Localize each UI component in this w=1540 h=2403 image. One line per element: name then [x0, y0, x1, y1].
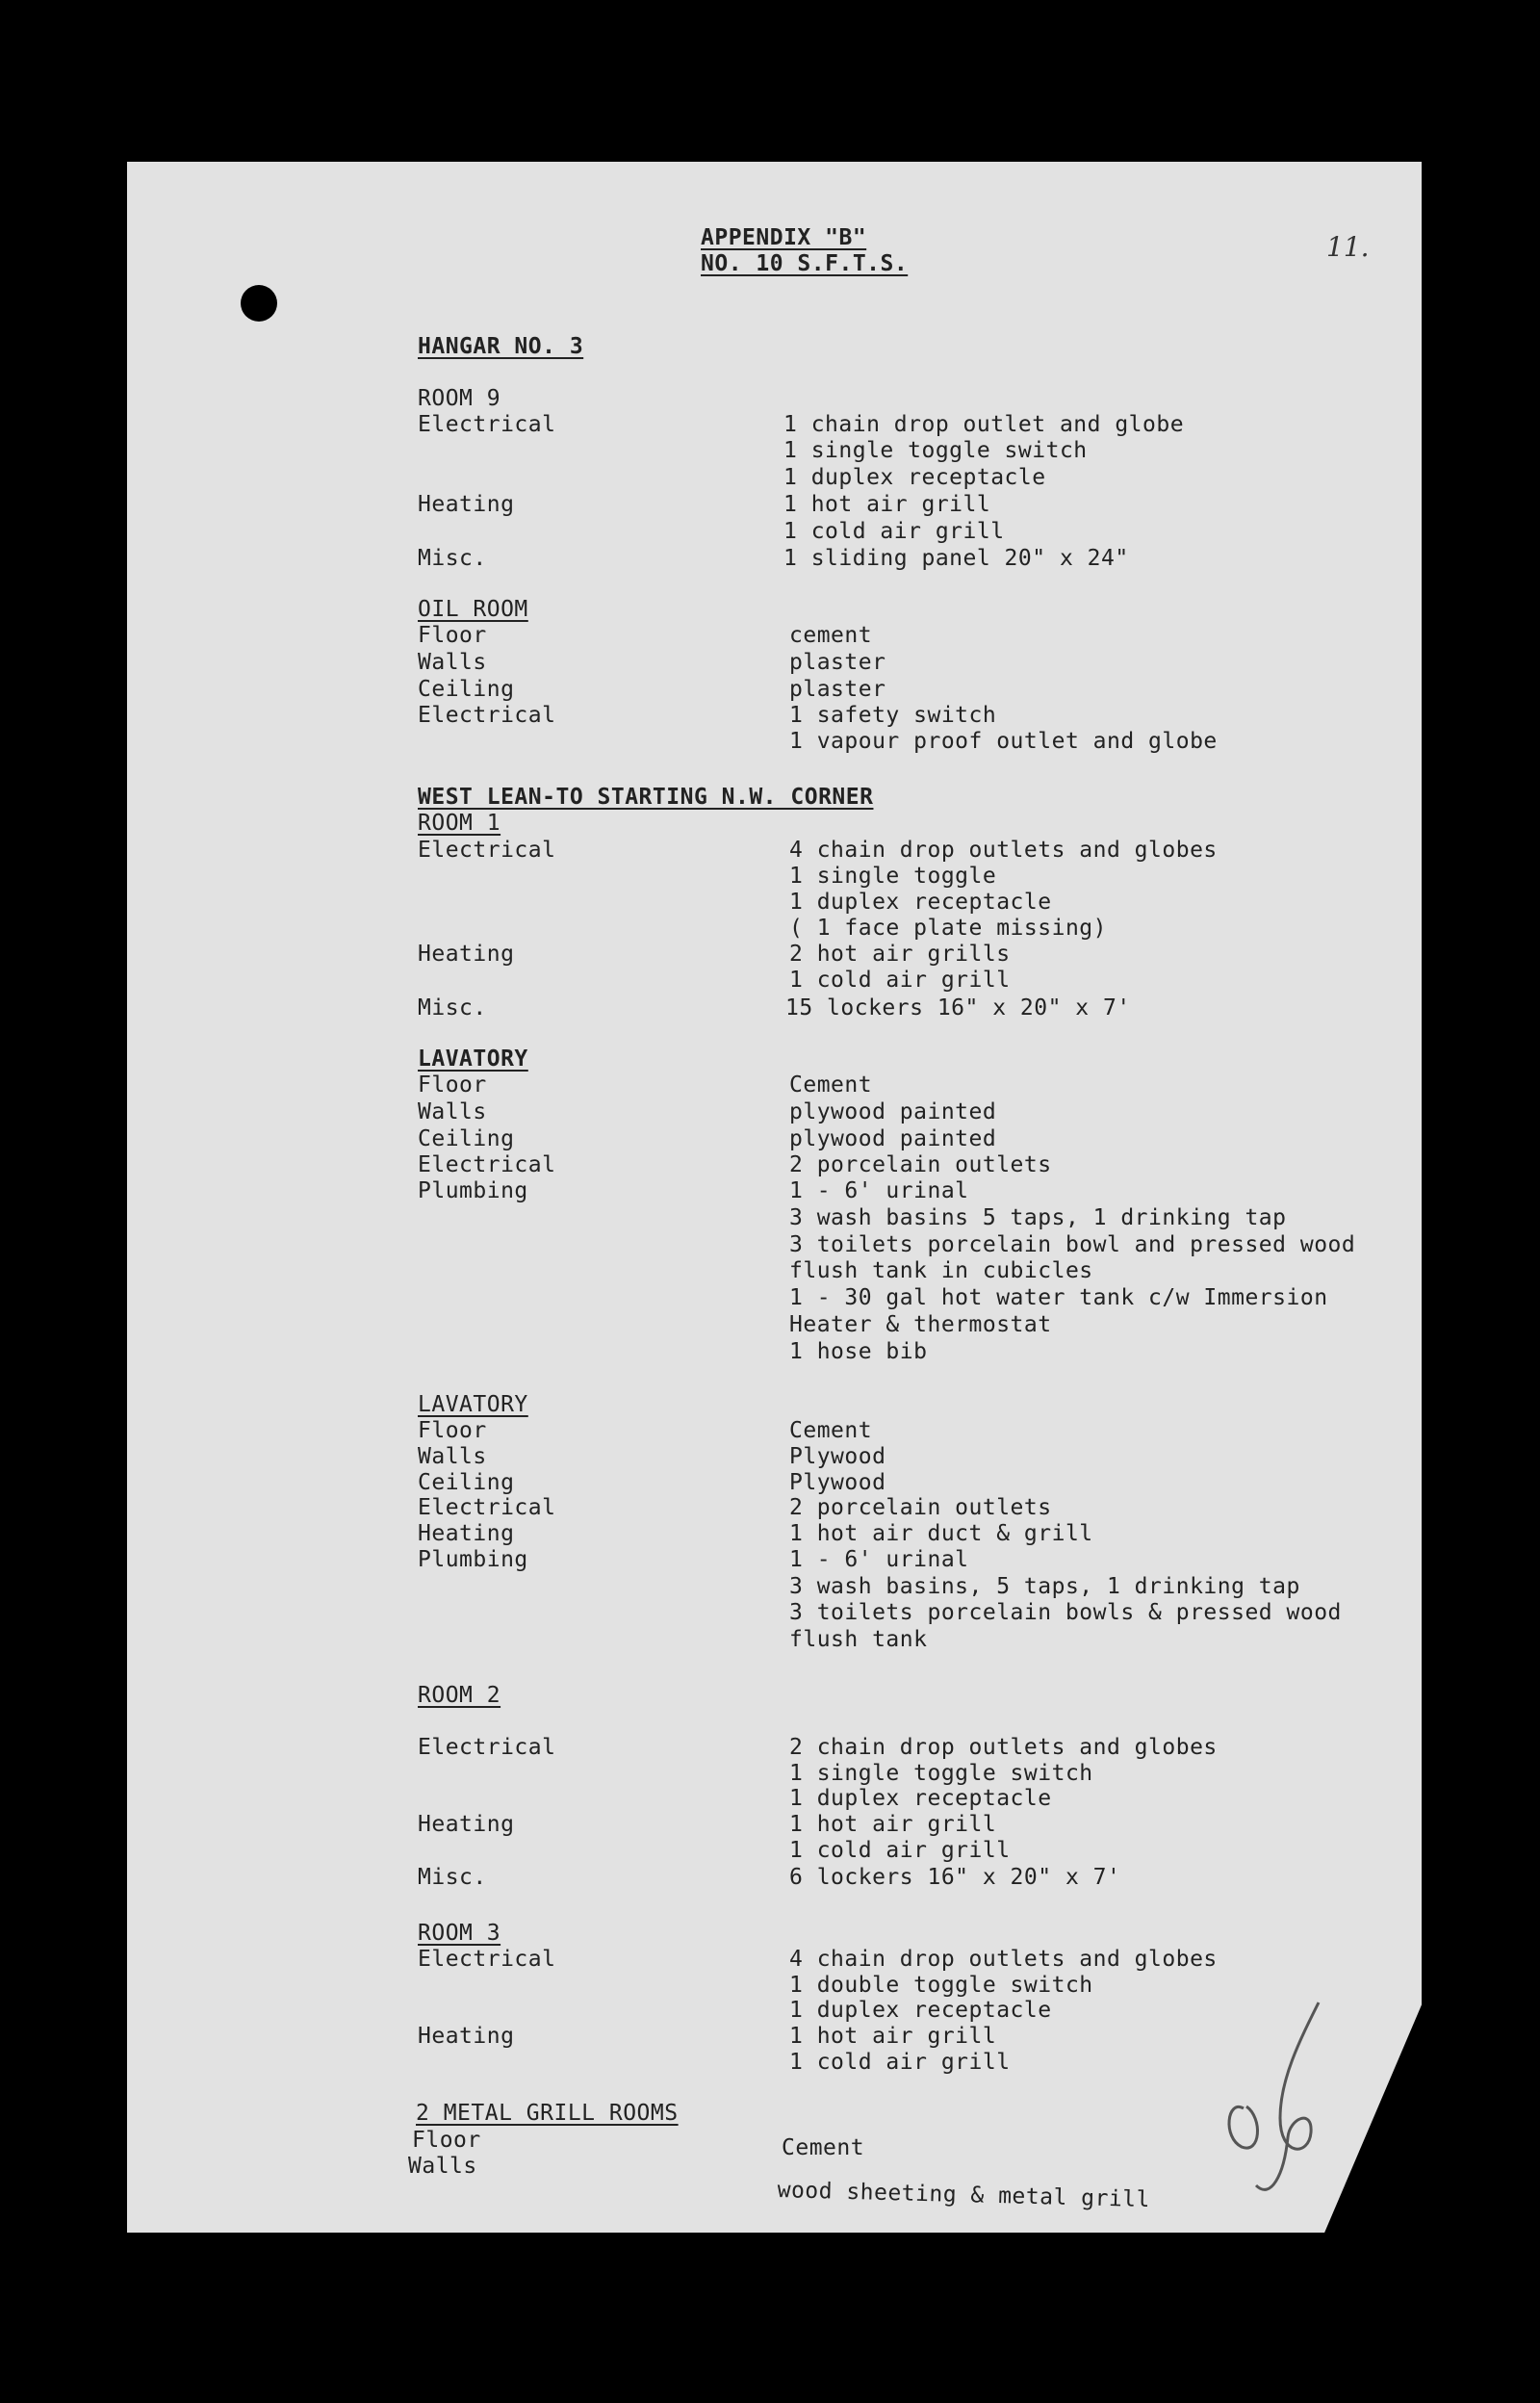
row-value: 1 hot air grill [789, 1812, 997, 1837]
row-value: 1 hot air grill [789, 2024, 997, 2049]
section-heading: HANGAR NO. 3 [418, 334, 584, 359]
row-value: 1 sliding panel 20" x 24" [783, 546, 1129, 571]
row-value: plaster [789, 677, 886, 702]
row-value: 1 cold air grill [783, 519, 1005, 544]
row-value: 3 toilets porcelain bowl and pressed wood [789, 1232, 1356, 1257]
row-label: Electrical [418, 1495, 556, 1520]
row-label: Heating [418, 1521, 515, 1546]
row-label: Misc. [418, 1865, 487, 1890]
row-value: 1 - 6' urinal [789, 1178, 969, 1203]
row-label: Walls [418, 1099, 487, 1124]
row-value: 1 hose bib [789, 1339, 928, 1364]
row-value: 3 wash basins 5 taps, 1 drinking tap [789, 1205, 1287, 1230]
appendix-title: APPENDIX "B" [701, 225, 867, 250]
row-value: Cement [789, 1418, 873, 1443]
row-label: Plumbing [418, 1547, 528, 1572]
section-heading: OIL ROOM [418, 597, 528, 622]
row-value: 1 duplex receptacle [789, 1786, 1052, 1811]
row-label: Ceiling [418, 1470, 515, 1495]
row-value: Cement [782, 2135, 865, 2160]
row-value: 6 lockers 16" x 20" x 7' [789, 1865, 1121, 1890]
punch-hole [241, 285, 277, 322]
row-label: Heating [418, 1812, 515, 1837]
row-label: Ceiling [418, 677, 515, 702]
row-value: 1 - 6' urinal [789, 1547, 969, 1572]
row-value: 1 hot air grill [783, 492, 991, 517]
handwritten-initials [1222, 1993, 1348, 2205]
row-value: 15 lockers 16" x 20" x 7' [785, 995, 1131, 1021]
row-label: Electrical [418, 412, 556, 437]
row-label: Heating [418, 942, 515, 967]
row-value: Plywood [789, 1444, 886, 1469]
row-value: 4 chain drop outlets and globes [789, 1947, 1218, 1972]
row-value: Heater & thermostat [789, 1312, 1052, 1337]
row-value: 4 chain drop outlets and globes [789, 838, 1218, 863]
row-label: Heating [418, 492, 515, 517]
row-value: 2 porcelain outlets [789, 1152, 1052, 1177]
row-value: 1 cold air grill [789, 2050, 1011, 2075]
section-heading: 2 METAL GRILL ROOMS [416, 2101, 679, 2126]
row-label: Electrical [418, 838, 556, 863]
row-label: Floor [418, 1072, 487, 1098]
row-label: Misc. [418, 546, 487, 571]
room-heading: ROOM 9 [418, 386, 501, 411]
row-value: flush tank in cubicles [789, 1258, 1093, 1283]
row-value: 1 single toggle switch [783, 438, 1088, 463]
row-value: plywood painted [789, 1126, 997, 1151]
row-label: Electrical [418, 1152, 556, 1177]
row-value: 1 single toggle switch [789, 1761, 1093, 1786]
row-label: Floor [412, 2128, 481, 2153]
row-value: 3 toilets porcelain bowls & pressed wood [789, 1600, 1342, 1625]
room-heading: ROOM 1 [418, 811, 501, 836]
row-value: 1 duplex receptacle [789, 890, 1052, 915]
row-value: 1 chain drop outlet and globe [783, 412, 1185, 437]
row-label: Ceiling [418, 1126, 515, 1151]
row-label: Floor [418, 1418, 487, 1443]
appendix-subtitle: NO. 10 S.F.T.S. [701, 251, 909, 276]
room-heading: ROOM 2 [418, 1683, 501, 1708]
row-label: Plumbing [418, 1178, 528, 1203]
row-label: Electrical [418, 1735, 556, 1760]
row-value: 1 vapour proof outlet and globe [789, 729, 1218, 754]
row-value: 1 - 30 gal hot water tank c/w Immersion [789, 1285, 1328, 1310]
page-number: 11. [1326, 231, 1370, 263]
row-value: 1 duplex receptacle [783, 465, 1046, 490]
row-label: Walls [408, 2154, 477, 2179]
row-value: 1 safety switch [789, 703, 997, 728]
row-label: Walls [418, 650, 487, 675]
row-value: wood sheeting & metal grill [777, 2178, 1151, 2213]
row-value: 1 single toggle [789, 864, 997, 889]
row-value: 3 wash basins, 5 taps, 1 drinking tap [789, 1574, 1300, 1599]
row-label: Walls [418, 1444, 487, 1469]
section-heading: LAVATORY [418, 1046, 528, 1072]
row-value: 2 hot air grills [789, 942, 1011, 967]
document-page [127, 162, 1422, 2233]
room-heading: ROOM 3 [418, 1921, 501, 1946]
row-value: 2 chain drop outlets and globes [789, 1735, 1218, 1760]
row-value: flush tank [789, 1627, 928, 1652]
section-heading: LAVATORY [418, 1392, 528, 1417]
row-label: Misc. [418, 995, 487, 1021]
row-value: 1 double toggle switch [789, 1973, 1093, 1998]
row-value: Plywood [789, 1470, 886, 1495]
row-value: Cement [789, 1072, 873, 1098]
row-value: plaster [789, 650, 886, 675]
row-value: ( 1 face plate missing) [789, 916, 1107, 941]
row-label: Electrical [418, 1947, 556, 1972]
row-label: Electrical [418, 703, 556, 728]
row-value: 2 porcelain outlets [789, 1495, 1052, 1520]
section-heading: WEST LEAN-TO STARTING N.W. CORNER [418, 785, 874, 810]
row-label: Heating [418, 2024, 515, 2049]
row-value: 1 duplex receptacle [789, 1998, 1052, 2023]
row-value: cement [789, 623, 873, 648]
row-value: plywood painted [789, 1099, 997, 1124]
row-value: 1 hot air duct & grill [789, 1521, 1093, 1546]
row-value: 1 cold air grill [789, 1838, 1011, 1863]
row-label: Floor [418, 623, 487, 648]
row-value: 1 cold air grill [789, 968, 1011, 993]
